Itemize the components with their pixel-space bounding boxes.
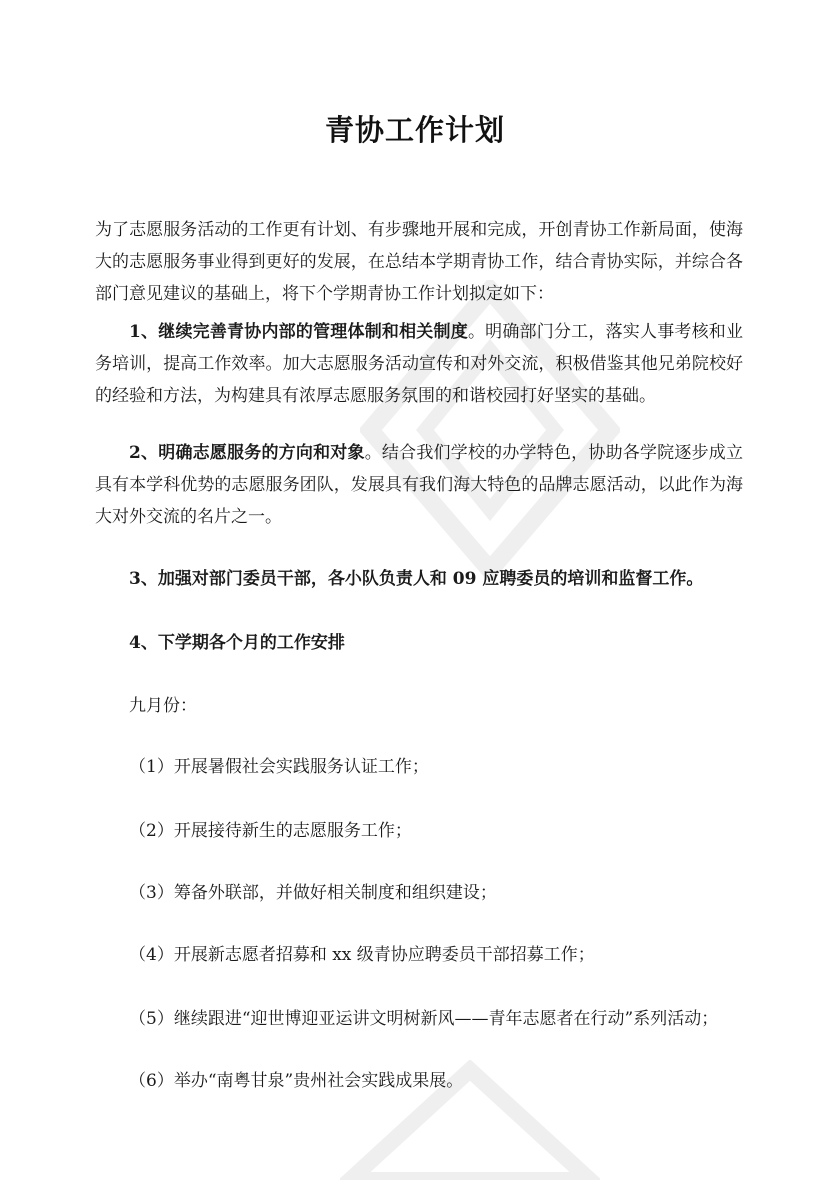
section-4-heading: 4、下学期各个月的工作安排 xyxy=(129,633,345,653)
list-item: （4）开展新志愿者招募和 xx 级青协应聘委员干部招募工作； xyxy=(129,945,595,965)
page-title: 青协工作计划 xyxy=(324,113,505,147)
section-1-paragraph xyxy=(95,316,743,412)
section-2-heading: 2、明确志愿服务的方向和对象 xyxy=(129,443,365,463)
section-1-body: 。明确部门分工，落实人事考核和业务培训，提高工作效率。加大志愿服务活动宣传和对外交流，积极借鉴其他兄弟院校好的经验和方法，为构建具有浓厚志愿服务氛围的和谐校园打好坚实的基础。 xyxy=(95,322,744,406)
list-item: （5）继续跟进“迎世博迎亚运讲文明树新风——青年志愿者在行动”系列活动； xyxy=(129,1009,719,1029)
list-item: （3）筹备外联部，并做好相关制度和组织建设； xyxy=(129,883,497,903)
intro-paragraph: 为了志愿服务活动的工作更有计划、有步骤地开展和完成，开创青协工作新局面，使海大的志愿服务事业得到更好的发展，在总结本学期青协工作，结合青协实际，并综合各部门意见建议的基础上，将下个学期青协工作计划拟定如下： xyxy=(95,220,743,304)
section-3-paragraph xyxy=(95,563,743,595)
list-item: （1）开展暑假社会实践服务认证工作； xyxy=(129,757,429,777)
section-4-paragraph xyxy=(95,627,743,659)
list-item: （2）开展接待新生的志愿服务工作； xyxy=(129,821,412,841)
section-2-body: 。结合我们学校的办学特色，协助各学院逐步成立具有本学科优势的志愿服务团队，发展具有我们海大特色的品牌志愿活动，以此作为海大对外交流的名片之一。 xyxy=(95,443,744,527)
month-label: 九月份： xyxy=(129,696,197,716)
section-1-heading: 1、继续完善青协内部的管理体制和相关制度 xyxy=(129,322,468,342)
section-3-heading: 3、加强对部门委员干部，各小队负责人和 09 应聘委员的培训和监督工作。 xyxy=(129,569,704,589)
list-item: （6）举办“南粤甘泉”贵州社会实践成果展。 xyxy=(129,1071,464,1091)
section-2-paragraph xyxy=(95,437,743,533)
